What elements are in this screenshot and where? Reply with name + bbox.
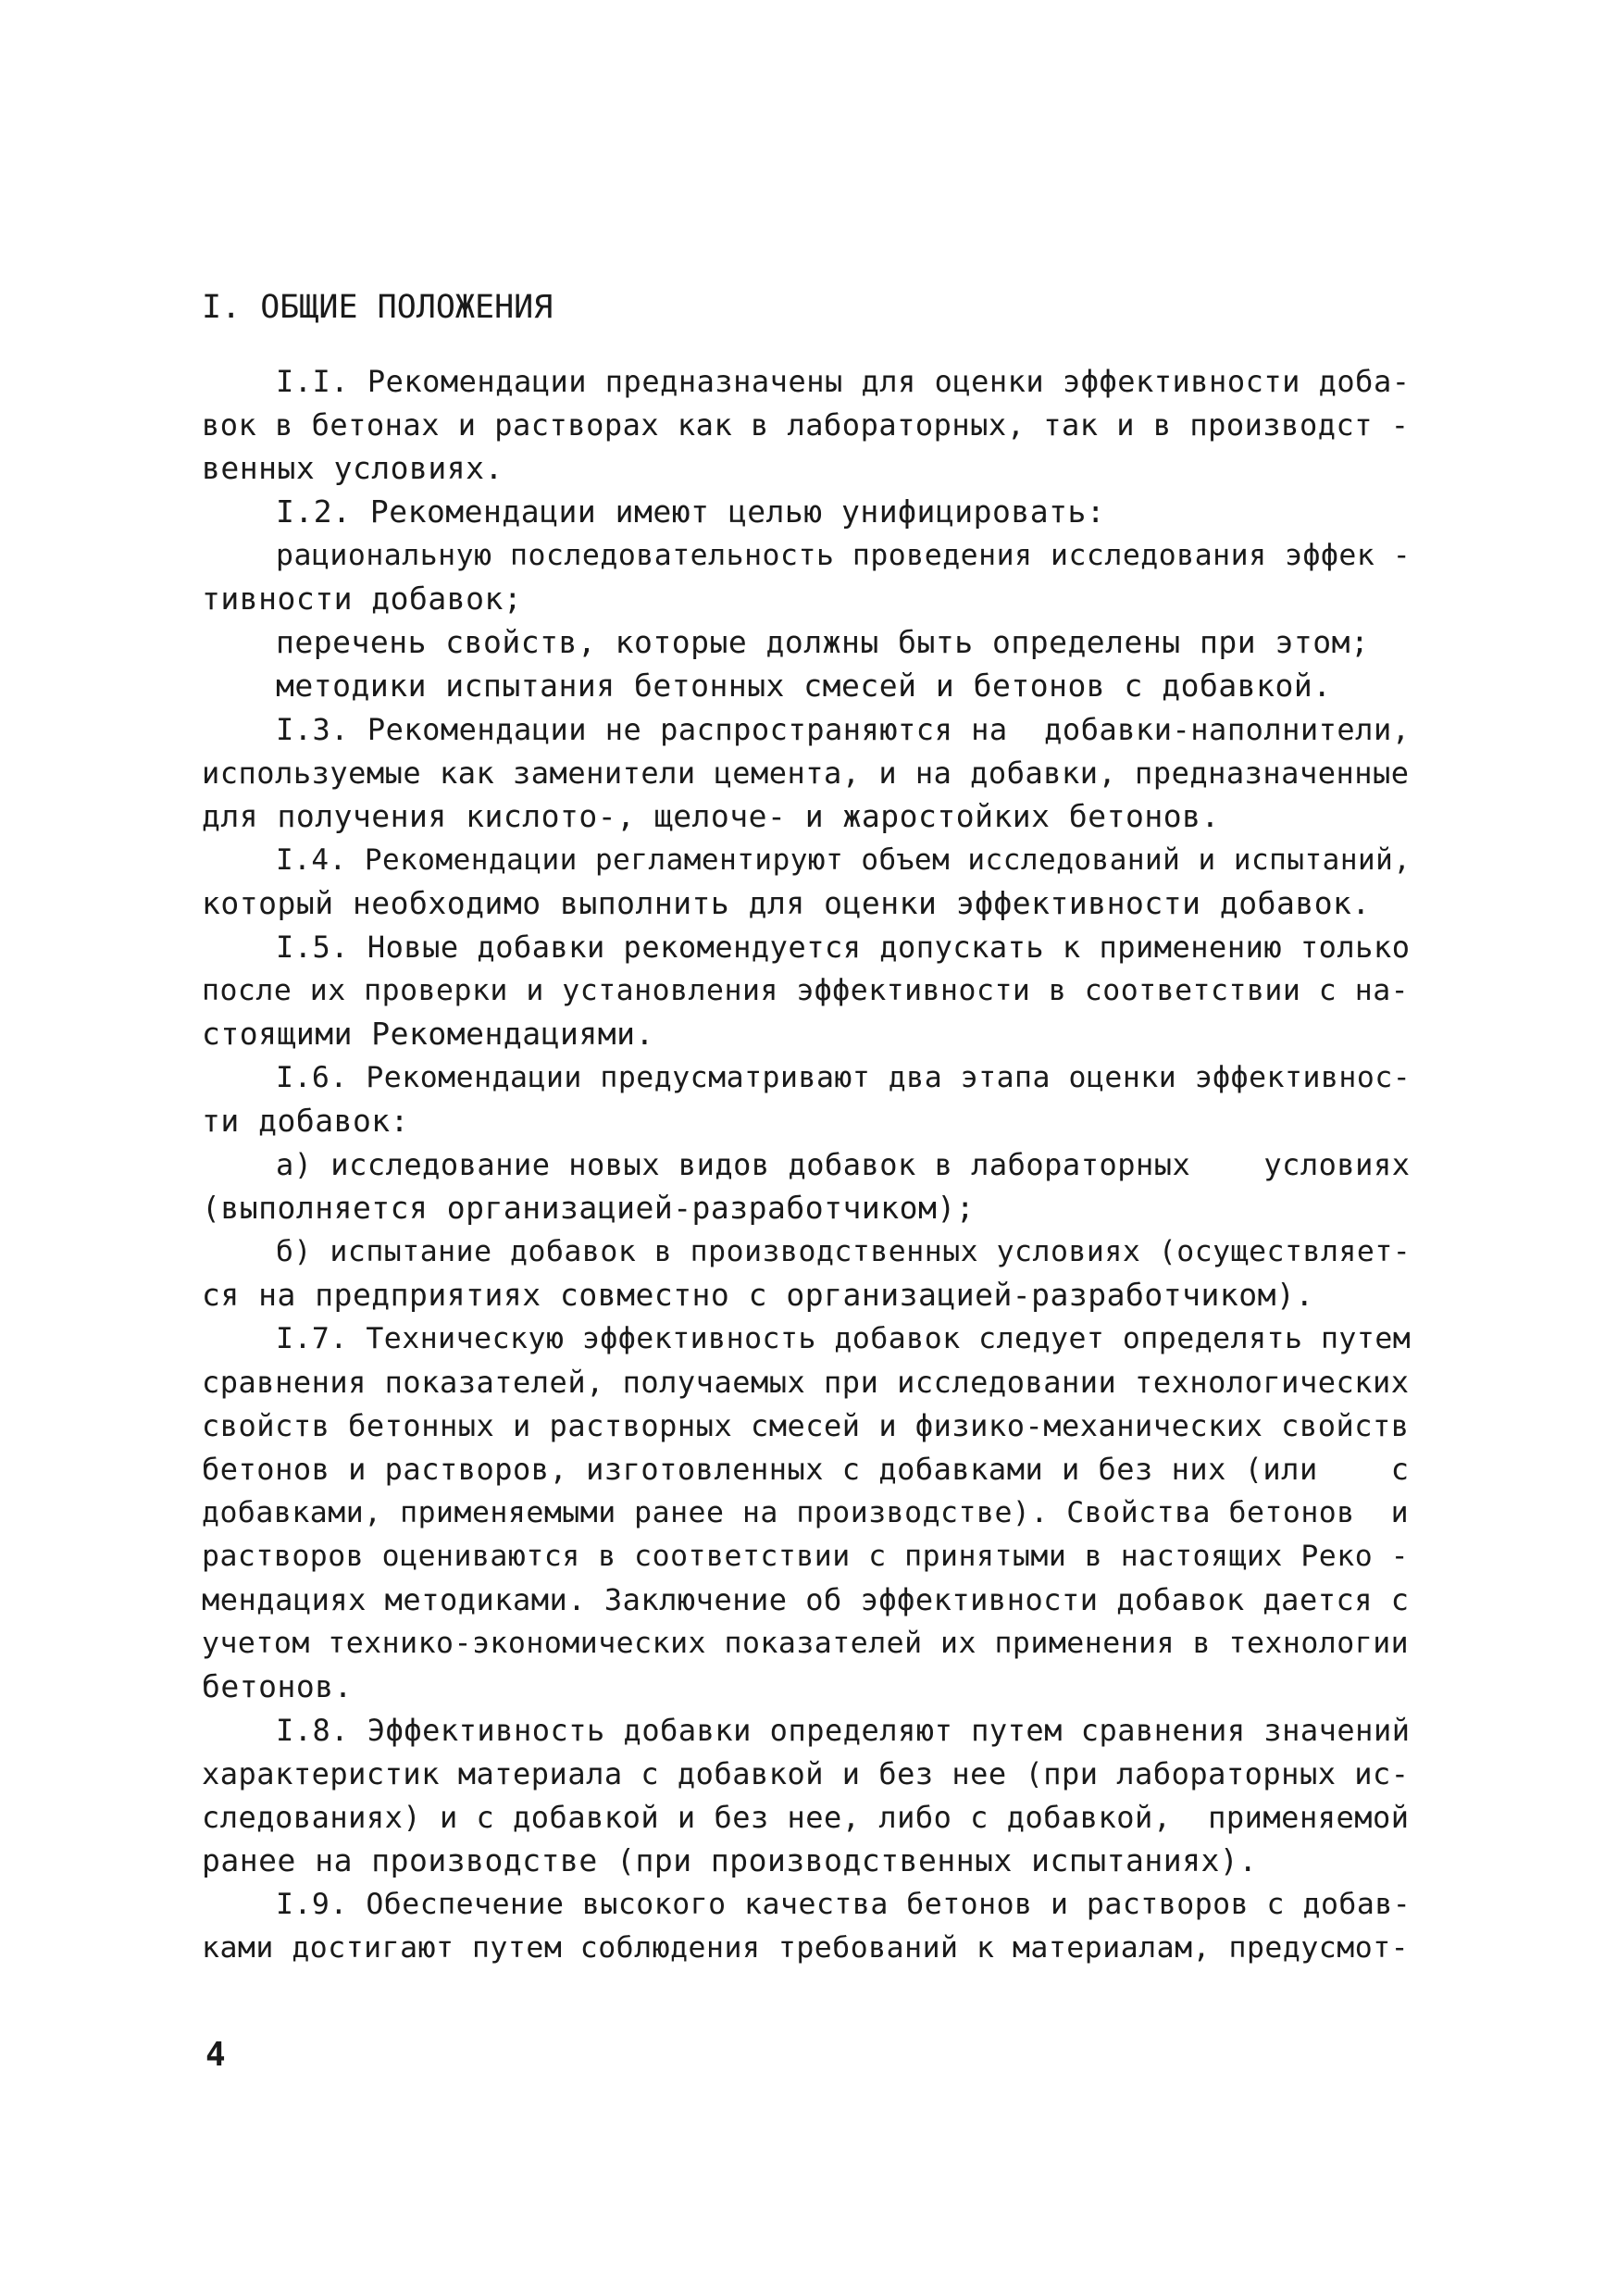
text-line: I.I. Рекомендации предназначены для оценки эффективности доба- <box>276 364 1411 399</box>
text-line: следованиях) и с добавкой и без нее, либо с добавкой, применяемой <box>202 1800 1410 1835</box>
text-line: бетонов и растворов, изготовленных с добавками и без них (или с <box>202 1452 1410 1487</box>
text-line: I.8. Эффективность добавки определяют путем сравнения значений <box>276 1713 1411 1748</box>
text-line: ти добавок: <box>202 1103 410 1139</box>
text-line: перечень свойств, которые должны быть определены при этом; <box>276 624 1370 660</box>
text-line: учетом технико-экономических показателей их применения в технологии <box>202 1627 1410 1660</box>
text-line: ками достигают путем соблюдения требований к материалам, предусмот- <box>202 1931 1410 1965</box>
text-line: мендациях методиками. Заключение об эффективности добавок дается с <box>202 1582 1410 1617</box>
text-line: I.7. Техническую эффективность добавок следует определять путем <box>276 1322 1412 1355</box>
text-line: характеристик материала с добавкой и без нее (при лабораторных ис- <box>202 1756 1410 1791</box>
text-line: ся на предприятиях совместно с организацией-разработчиком). <box>202 1277 1314 1313</box>
text-line: I.3. Рекомендации не распространяются на добавки-наполнители, <box>276 712 1411 747</box>
text-line: венных условиях. <box>202 450 504 486</box>
text-line: тивности добавок; <box>202 580 523 617</box>
text-line: I.4. Рекомендации регламентируют объем исследований и испытаний, <box>276 843 1412 877</box>
text-line: свойств бетонных и растворных смесей и физико-механических свойств <box>202 1408 1410 1443</box>
text-line: добавками, применяемыми ранее на производстве). Свойства бетонов и <box>202 1496 1410 1529</box>
text-line: используемые как заменители цемента, и на добавки, предназначенные <box>202 755 1410 791</box>
page-number: 4 <box>205 2036 226 2074</box>
text-line: I.9. Обеспечение высокого качества бетонов и растворов с добав- <box>276 1888 1412 1921</box>
text-line: методики испытания бетонных смесей и бетонов с добавкой. <box>276 668 1332 704</box>
text-line: после их проверки и установления эффективности в соответствии с на- <box>202 974 1410 1007</box>
section-heading: I. ОБЩИЕ ПОЛОЖЕНИЯ <box>202 289 554 326</box>
text-line: бетонов. <box>202 1668 353 1704</box>
text-line: I.5. Новые добавки рекомендуется допускать к применению только <box>276 930 1411 965</box>
text-line: (выполняется организацией-разработчиком); <box>202 1190 976 1226</box>
text-line: вок в бетонах и растворах как в лабораторных, так и в производст - <box>202 407 1410 443</box>
text-line: стоящими Рекомендациями. <box>202 1016 654 1052</box>
text-line: который необходимо выполнить для оценки эффективности добавок. <box>202 885 1371 921</box>
text-line: растворов оцениваются в соответствии с принятыми в настоящих Реко - <box>202 1540 1410 1573</box>
text-line: а) исследование новых видов добавок в лабораторных условиях <box>276 1147 1411 1182</box>
text-line: для получения кислото-, щелоче- и жаростойких бетонов. <box>202 798 1220 834</box>
text-line: I.6. Рекомендации предусматривают два этапа оценки эффективнос- <box>276 1061 1412 1094</box>
text-line: б) испытание добавок в производственных условиях (осуществляет- <box>276 1235 1412 1268</box>
text-line: ранее на производстве (при производственных испытаниях). <box>202 1842 1258 1878</box>
text-line: рациональную последовательность проведения исследования эффек - <box>276 539 1412 572</box>
text-line: I.2. Рекомендации имеют целью унифицировать: <box>276 493 1106 530</box>
text-line: сравнения показателей, получаемых при исследовании технологических <box>202 1365 1410 1400</box>
